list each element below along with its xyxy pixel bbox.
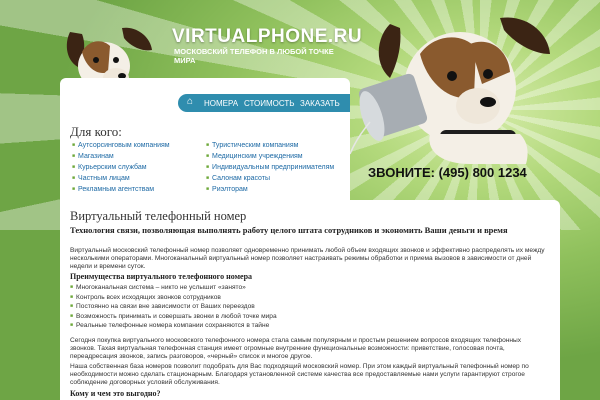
call-phone[interactable]: ЗВОНИТЕ: (495) 800 1234 [368, 165, 527, 180]
intro-paragraph: Виртуальный московский телефонный номер позволяет одновременно принимать любой объем входящих звонков и эффективно распределять их между несколькими операторами. Многоканальный виртуальный номер позволяет настраивать режимы обработки и приема вызовов в зависимости от дней недели и времени суток. [70, 247, 545, 270]
list-item[interactable]: ■ Курьерским службам [72, 162, 170, 173]
list-item[interactable]: ■ Рекламным агентствам [72, 184, 170, 195]
features-list [70, 283, 277, 331]
list-item: ■ Постоянно на связи вне зависимости от Ваших переездов [70, 302, 277, 312]
nav-item-prices[interactable]: СТОИМОСТЬ [244, 99, 295, 108]
for-whom-list-left [72, 140, 170, 195]
list-item: ■ Контроль всех исходящих звонков сотрудников [70, 293, 277, 303]
site-logo[interactable]: VIRTUALPHONE.RU [172, 26, 363, 47]
site-tagline: МОСКОВСКИЙ ТЕЛЕФОН В ЛЮБОЙ ТОЧКЕ МИРА [174, 47, 334, 65]
lead-text: Технология связи, позволяющая выполнять работу целого штата сотрудников и экономить Ваши деньги и время [70, 225, 508, 235]
home-icon[interactable]: ⌂ [186, 96, 194, 107]
list-item[interactable]: ■ Салонам красоты [206, 173, 334, 184]
list-item[interactable]: ■ Туристическим компаниям [206, 140, 334, 151]
content-area-edge [548, 200, 560, 400]
list-item[interactable]: ■ Аутсорсинговым компаниям [72, 140, 170, 151]
page-title: Виртуальный телефонный номер [70, 209, 247, 223]
for-whom-list-right [206, 140, 334, 195]
list-item[interactable]: ■ Магазинам [72, 151, 170, 162]
nav-item-numbers[interactable]: НОМЕРА [204, 99, 239, 108]
list-item[interactable]: ■ Риэлторам [206, 184, 334, 195]
body-paragraph-3: Наша собственная база номеров позволит подобрать для Вас подходящий московский номер. При этом каждый виртуальный телефонный номер по необходимости можно сделать стационарным. Благодаря установленной системе качества все предоставляемые нами услуги гарантируют строгое соблюдение договорных условий обслуживания. [70, 363, 529, 386]
list-item: ■ Возможность принимать и совершать звонки в любой точке мира [70, 312, 277, 322]
list-item[interactable]: ■ Индивидуальным предпринимателям [206, 162, 334, 173]
list-item: ■ Реальные телефонные номера компании сохраняются в тайне [70, 321, 277, 331]
why-title: Кому и чем это выгодно? [70, 389, 161, 398]
list-item[interactable]: ■ Частным лицам [72, 173, 170, 184]
list-item: ■ Многоканальная система – никто не услышит «занято» [70, 283, 277, 293]
features-title: Преимущества виртуального телефонного номера [70, 272, 253, 281]
for-whom-title: Для кого: [70, 124, 122, 139]
list-item[interactable]: ■ Медицинским учреждениям [206, 151, 334, 162]
nav-item-order[interactable]: ЗАКАЗАТЬ [300, 99, 340, 108]
dog-with-can-illustration [350, 14, 580, 164]
body-paragraph-2: Сегодня покупка виртуального московского телефонного номера стала самым популярным и простым решением вопросов входящих телефонных звонков. Тахая виртуальная телефонная станция имеет огромные внутренние функциональные возможности: приветствие, голосовая почта, переадресация звонков, запись разговоров, «черный» список и многое другое. [70, 337, 522, 360]
